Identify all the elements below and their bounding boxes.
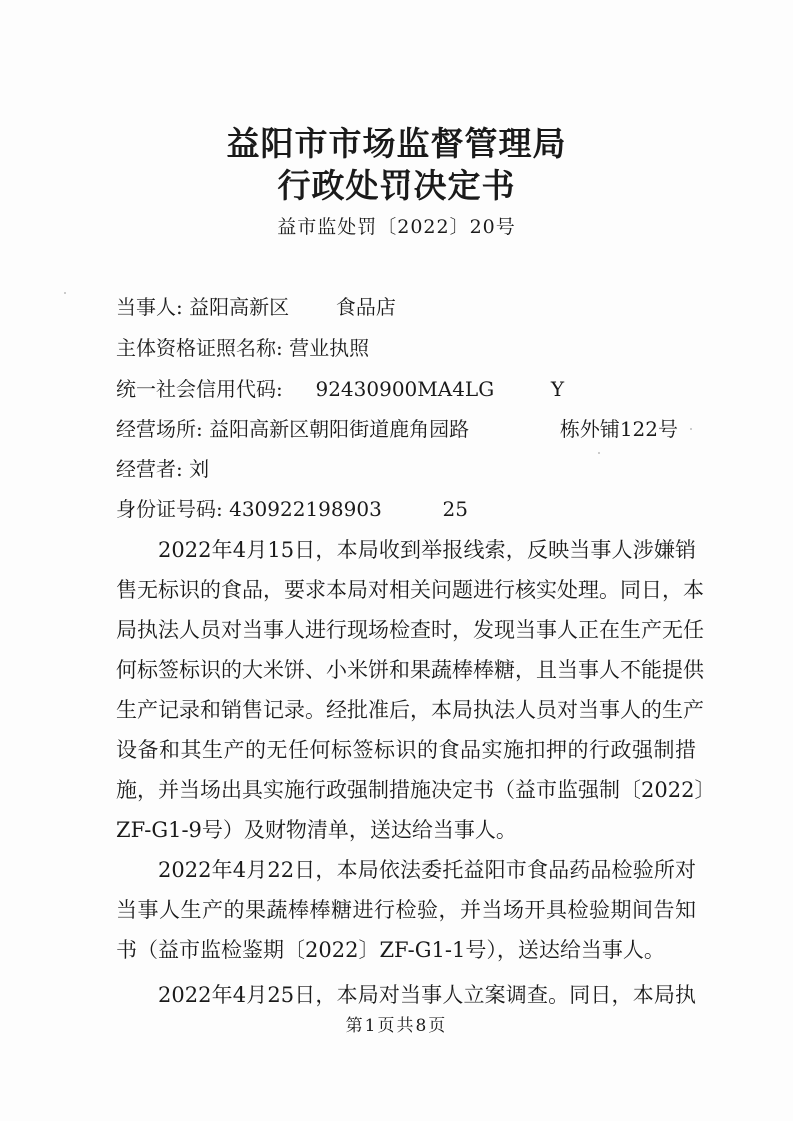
party-value-tail: 食品店 [335,295,396,319]
operator-value: 刘 [189,457,210,481]
body-line: 2022年4月22日，本局依法委托益阳市食品药品检验所对 [158,858,696,882]
id-label: 身份证号码: [116,497,223,521]
scan-speck [598,452,600,454]
body-line: 售无标识的食品，要求本局对相关问题进行核实处理。同日，本 [116,578,704,602]
agency-title: 益阳市市场监督管理局 [226,124,567,163]
credit-code-tail: Y [550,377,565,401]
id-tail: 25 [442,497,468,521]
document-type-title: 行政处罚决定书 [277,166,516,205]
body-line: 设备和其生产的无任何标签标识的食品实施扣押的行政强制措 [116,738,696,762]
license-field [116,334,369,362]
scan-speck [690,428,692,430]
body-line: 施，并当场出具实施行政强制措施决定书（益市监强制〔2022〕 [116,778,716,802]
operator-field [116,455,209,483]
id-value: 430922198903 [229,497,382,521]
body-line: 2022年4月15日，本局收到举报线索，反映当事人涉嫌销 [158,538,696,562]
body-line: ZF-G1-9号）及财物清单，送达给当事人。 [116,818,517,842]
id-number-field [116,495,468,523]
body-line: 生产记录和销售记录。经批准后，本局执法人员对当事人的生产 [116,698,704,722]
credit-code-label: 统一社会信用代码: [116,377,283,401]
party-label: 当事人: [116,295,183,319]
license-label: 主体资格证照名称: [116,336,283,360]
body-line: 2022年4月25日，本局对当事人立案调查。同日，本局执 [158,983,696,1007]
body-line: 书（益市监检鉴期〔2022〕ZF-G1-1号），送达给当事人。 [116,938,665,962]
body-line: 何标签标识的大米饼、小米饼和果蔬棒棒糖，且当事人不能提供 [116,658,704,682]
credit-code-value: 92430900MA4LG [315,377,495,401]
page-indicator: 第1页共8页 [345,1016,448,1036]
document-number: 益市监处罚〔2022〕20号 [277,216,516,238]
party-field [116,293,396,321]
license-value: 营业执照 [289,336,370,360]
address-value: 益阳高新区朝阳街道鹿角园路 [209,417,470,441]
party-value: 益阳高新区 [189,295,290,319]
scan-speck [64,292,66,294]
address-tail: 栋外铺122号 [559,417,679,441]
credit-code-field [116,375,564,403]
body-line: 当事人生产的果蔬棒棒糖进行检验，并当场开具检验期间告知 [116,898,696,922]
operator-label: 经营者: [116,457,183,481]
address-field [116,415,678,443]
body-line: 局执法人员对当事人进行现场检查时，发现当事人正在生产无任 [116,618,704,642]
address-label: 经营场所: [116,417,203,441]
